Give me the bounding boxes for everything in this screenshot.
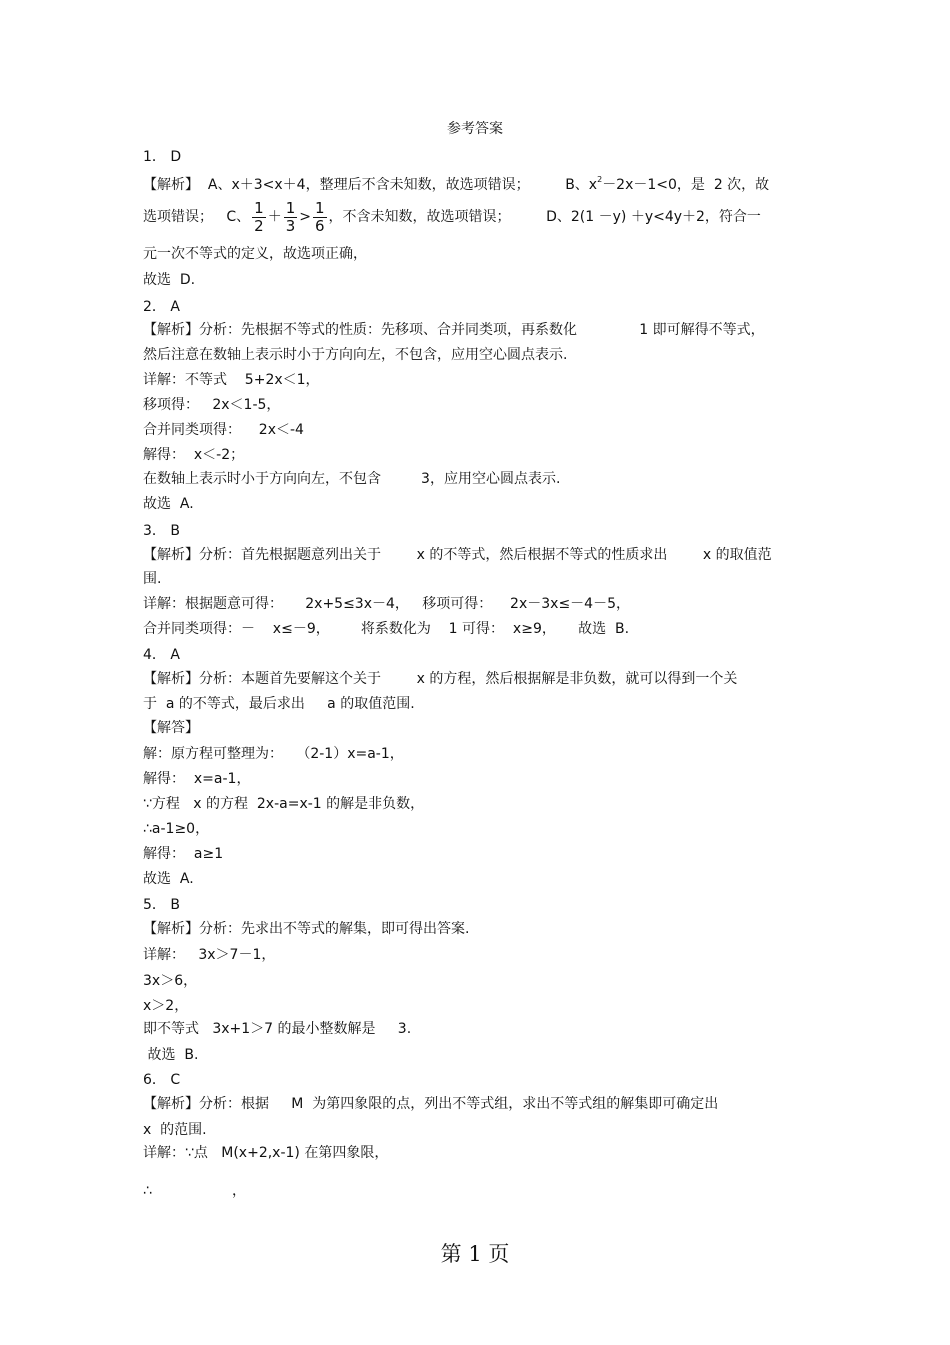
fraction-denominator: 6	[314, 216, 325, 235]
fraction-denominator: 3	[285, 216, 296, 235]
answer-2: 2． A	[143, 299, 180, 315]
q1-text-d: ，不含未知数，故选项错误； D、2(1 －y) ＋y<4y＋2，符合一	[328, 209, 761, 225]
q6-line-4: ∴ ，	[143, 1183, 247, 1199]
q1-superscript: 2	[597, 175, 603, 184]
plus-sign: ＋	[267, 209, 282, 225]
q4-conclusion: 故选 A.	[143, 871, 194, 887]
q5-line-4: x＞2，	[143, 998, 189, 1014]
q3-line-3: 详解：根据题意可得： 2x+5≤3x－4， 移项可得： 2x－3x≤－4－5，	[143, 596, 630, 612]
fraction-one-half	[252, 200, 266, 235]
fraction-denominator: 2	[254, 216, 264, 235]
q4-line-5: 解得： x=a-1，	[143, 771, 251, 787]
fraction-one-sixth	[313, 200, 327, 235]
q4-line-2: 于 a 的不等式，最后求出 a 的取值范围.	[143, 696, 415, 712]
q5-line-1: 【解析】分析：先求出不等式的解集，即可得出答案.	[143, 921, 470, 937]
fraction-numerator: 1	[285, 198, 296, 217]
q2-line-7: 在数轴上表示时小于方向向左，不包含 3，应用空心圆点表示.	[143, 471, 561, 487]
q2-line-4: 移项得： 2x＜1-5，	[143, 397, 281, 413]
q3-line-4: 合并同类项得：－ x≤－9， 将系数化为 1 可得： x≥9， 故选 B.	[143, 621, 630, 637]
q1-analysis-line-1	[143, 171, 769, 194]
answer-5: 5． B	[143, 897, 180, 913]
q4-line-1: 【解析】分析：本题首先要解这个关于 x 的方程，然后根据解是非负数，就可以得到一个关	[143, 671, 738, 687]
q5-conclusion: 故选 B.	[143, 1047, 199, 1063]
q5-line-3: 3x＞6，	[143, 973, 198, 989]
fraction-one-third	[284, 200, 298, 235]
q6-line-3: 详解：∵点 M(x+2,x-1) 在第四象限，	[143, 1145, 389, 1161]
q3-line-1: 【解析】分析：首先根据题意列出关于 x 的不等式，然后根据不等式的性质求出 x 的取值范	[143, 547, 772, 563]
q1-text-c: 选项错误； C、	[143, 209, 251, 225]
q2-line-1: 【解析】分析：先根据不等式的性质：先移项、合并同类项，再系数化 1 即可解得不等式，	[143, 322, 765, 338]
q4-line-4: 解：原方程可整理为： （2-1）x=a-1，	[143, 746, 404, 762]
q1-analysis-line-3: 元一次不等式的定义，故选项正确，	[143, 246, 367, 262]
answer-1: 1． D	[143, 149, 182, 165]
q5-line-2: 详解： 3x＞7－1，	[143, 947, 276, 963]
q4-line-8: 解得： a≥1	[143, 846, 224, 862]
q5-line-5: 即不等式 3x+1＞7 的最小整数解是 3.	[143, 1021, 412, 1037]
q4-line-3: 【解答】	[143, 720, 199, 736]
q1-text-b: －2x－1<0，是 2 次，故	[602, 177, 770, 193]
fraction-numerator: 1	[314, 198, 325, 217]
q1-text-a: 【解析】 A、x＋3<x＋4，整理后不含未知数，故选项错误； B、x	[143, 177, 598, 193]
q3-line-2: 围.	[143, 571, 162, 587]
q4-line-7: ∴a-1≥0，	[143, 821, 210, 837]
greater-sign: >	[299, 209, 311, 225]
q2-line-6: 解得： x＜-2；	[143, 447, 245, 463]
q2-line-3: 详解：不等式 5+2x＜1，	[143, 372, 320, 388]
page-title: 参考答案	[447, 121, 503, 137]
q2-line-5: 合并同类项得： 2x＜-4	[143, 422, 304, 438]
page-number: 第 1 页	[440, 1242, 510, 1266]
q6-line-1: 【解析】分析：根据 M 为第四象限的点，列出不等式组，求出不等式组的解集即可确定出	[143, 1096, 719, 1112]
q4-line-6: ∵方程 x 的方程 2x-a=x-1 的解是非负数，	[143, 796, 425, 812]
answer-6: 6． C	[143, 1072, 181, 1088]
q1-conclusion: 故选 D.	[143, 272, 196, 288]
answer-3: 3． B	[143, 523, 180, 539]
q1-analysis-line-2	[143, 198, 761, 236]
answer-4: 4． A	[143, 647, 180, 663]
fraction-numerator: 1	[254, 198, 264, 217]
q2-line-2: 然后注意在数轴上表示时小于方向向左，不包含，应用空心圆点表示.	[143, 347, 568, 363]
q6-line-2: x 的范围.	[143, 1122, 207, 1138]
q2-conclusion: 故选 A.	[143, 496, 194, 512]
